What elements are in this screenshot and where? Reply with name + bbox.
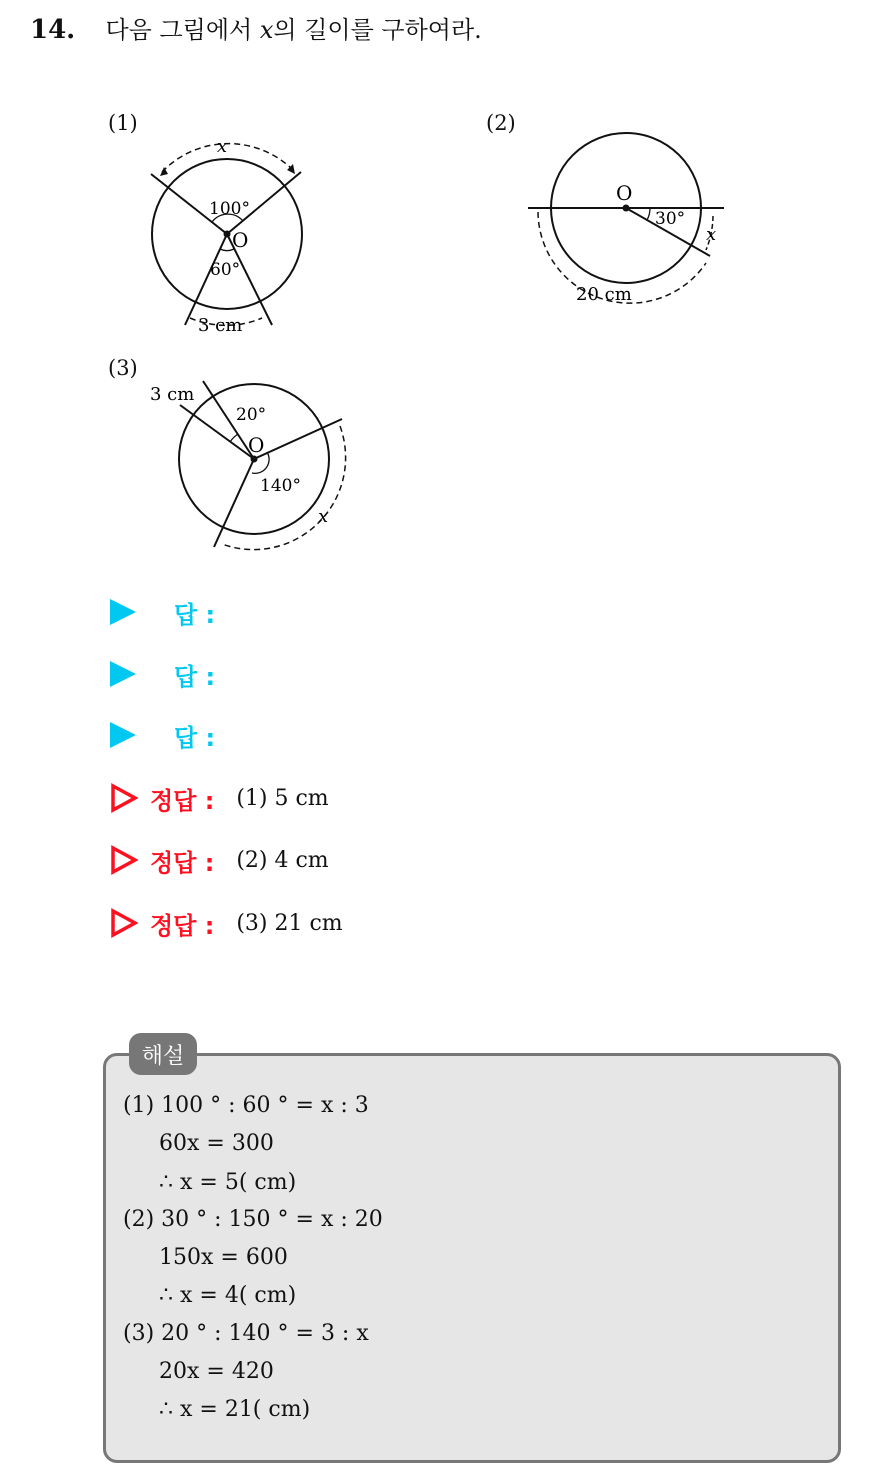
solution-line: ∴ x = 5( cm) — [159, 1170, 297, 1195]
figure-2-arc-small-label: x — [706, 224, 717, 245]
solution-line: (2) 30 ° : 150 ° = x : 20 — [123, 1207, 383, 1232]
solution-line: 20x = 420 — [159, 1359, 274, 1384]
figure-1-center: O — [232, 228, 249, 252]
solution-line: ∴ x = 4( cm) — [159, 1283, 297, 1308]
answer-label: 답 : — [174, 662, 216, 691]
figure-2-arc-large-label: 20 cm — [576, 284, 632, 305]
figure-1-diagram — [140, 130, 320, 340]
figure-2-diagram — [520, 125, 735, 310]
outline-triangle-icon — [110, 783, 138, 813]
solution-line: 60x = 300 — [159, 1131, 274, 1156]
answer-label: 답 : — [174, 723, 216, 752]
solution-line: ∴ x = 21( cm) — [159, 1397, 311, 1422]
figure-3-diagram — [145, 375, 360, 555]
correct-answer-label: 정답 : — [150, 848, 215, 877]
figure-3-angle-large: 140° — [260, 476, 301, 496]
figure-3-arc-small-label: 3 cm — [150, 384, 195, 405]
play-triangle-icon — [110, 722, 136, 748]
figure-2-label: (2) — [486, 111, 516, 135]
correct-answer-value: (2) 4 cm — [236, 847, 329, 873]
question-text-after: 의 길이를 구하여라. — [273, 16, 482, 44]
figure-1-angle-top: 100° — [209, 199, 250, 219]
correct-answer-value: (1) 5 cm — [236, 785, 329, 811]
outline-triangle-icon — [110, 908, 138, 938]
solution-line: 150x = 600 — [159, 1245, 288, 1270]
correct-answer-row — [110, 903, 343, 943]
answer-row — [110, 654, 215, 694]
figure-1-angle-bottom: 60° — [210, 260, 241, 280]
figure-1-arc-top-label: x — [217, 136, 228, 157]
figure-1-arc-bottom-label: 3 cm — [198, 315, 243, 336]
question-header — [30, 10, 482, 45]
answer-label: 답 : — [174, 600, 216, 629]
solution-tab: 해설 — [129, 1033, 197, 1075]
answer-row — [110, 592, 215, 632]
correct-answer-row — [110, 840, 329, 880]
solution-line: (1) 100 ° : 60 ° = x : 3 — [123, 1093, 369, 1118]
question-text — [106, 16, 482, 44]
solution-line: (3) 20 ° : 140 ° = 3 : x — [123, 1321, 369, 1346]
figure-3-center: O — [248, 433, 265, 457]
figure-2-angle: 30° — [655, 209, 686, 229]
outline-triangle-icon — [110, 845, 138, 875]
correct-answer-row — [110, 778, 329, 818]
play-triangle-icon — [110, 599, 136, 625]
question-variable: x — [259, 16, 274, 44]
correct-answer-label: 정답 : — [150, 911, 215, 940]
question-text-before: 다음 그림에서 — [105, 16, 260, 44]
figure-2-center: O — [616, 181, 633, 205]
figure-1-label: (1) — [108, 111, 138, 135]
correct-answer-label: 정답 : — [150, 786, 215, 815]
figure-3-angle-small: 20° — [236, 405, 267, 425]
play-triangle-icon — [110, 661, 136, 687]
figure-3-label: (3) — [108, 356, 138, 380]
correct-answer-value: (3) 21 cm — [236, 910, 343, 936]
answer-row — [110, 715, 215, 755]
question-number: 14. — [30, 15, 76, 45]
figure-3-arc-large-label: x — [318, 506, 329, 527]
